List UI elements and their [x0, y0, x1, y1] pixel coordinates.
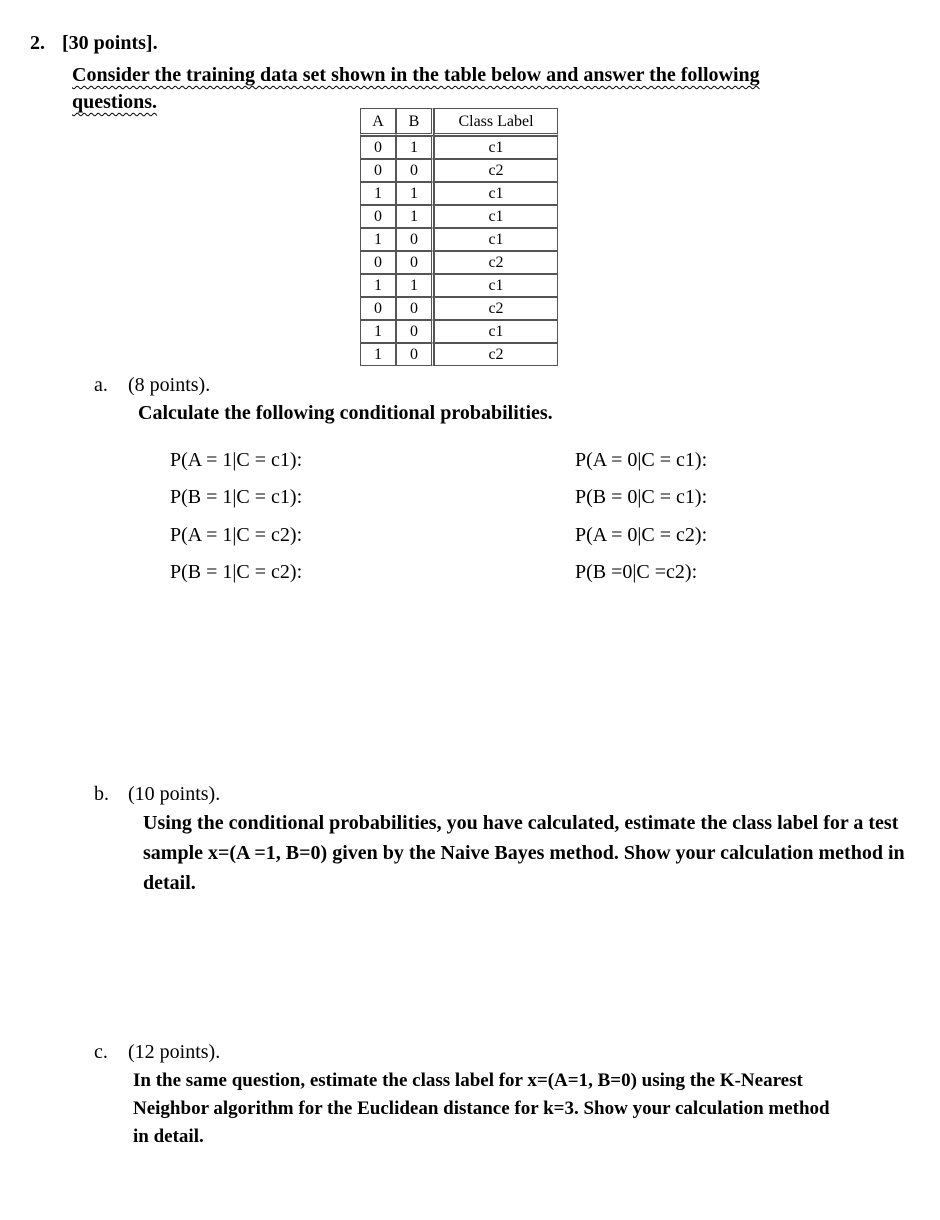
- prob-left-3: P(A = 1|C = c2):: [170, 524, 303, 546]
- cell-a: 1: [360, 320, 396, 343]
- table-row: [360, 274, 558, 297]
- cell-class: c1: [434, 228, 558, 251]
- table-row: [360, 136, 558, 159]
- part-b-instruction: Using the conditional probabilities, you have calculated, estimate the class label for a test sample x=(A =1, B=0) given by the Naive Bayes method. Show your calculation method in detail.: [143, 812, 905, 894]
- cell-a: 1: [360, 228, 396, 251]
- cell-class: c2: [434, 343, 558, 366]
- part-b-label: [94, 783, 220, 806]
- part-c-label: [94, 1041, 220, 1064]
- prob-left-2: P(B = 1|C = c1):: [170, 486, 303, 508]
- table-row: [360, 251, 558, 274]
- cell-class: c2: [434, 251, 558, 274]
- table-header-b: B: [396, 108, 434, 136]
- cell-a: 1: [360, 182, 396, 205]
- prob-right-3: P(A = 0|C = c2):: [575, 524, 708, 546]
- cell-b: 1: [396, 136, 434, 159]
- cell-class: c1: [434, 320, 558, 343]
- table-row: [360, 297, 558, 320]
- table-row: [360, 228, 558, 251]
- training-data-table: [360, 108, 558, 366]
- cell-b: 0: [396, 251, 434, 274]
- cell-a: 1: [360, 343, 396, 366]
- cell-a: 0: [360, 251, 396, 274]
- cell-b: 1: [396, 182, 434, 205]
- question-points: [30 points].: [62, 32, 158, 54]
- question-header: [30, 32, 158, 55]
- cell-class: c1: [434, 274, 558, 297]
- part-a-letter: a.: [94, 374, 108, 396]
- cell-a: 1: [360, 274, 396, 297]
- table-header-row: [360, 108, 558, 136]
- cell-class: c1: [434, 205, 558, 228]
- part-b-points: (10 points).: [128, 783, 221, 805]
- prob-left-4: P(B = 1|C = c2):: [170, 561, 303, 583]
- question-number: 2.: [30, 32, 45, 54]
- cell-b: 0: [396, 320, 434, 343]
- part-b-letter: b.: [94, 783, 109, 805]
- table-header-a: A: [360, 108, 396, 136]
- prob-right-4: P(B =0|C =c2):: [575, 561, 698, 583]
- table-row: [360, 182, 558, 205]
- prob-right-1: P(A = 0|C = c1):: [575, 449, 708, 471]
- cell-a: 0: [360, 205, 396, 228]
- part-a-points: (8 points).: [128, 374, 211, 396]
- cell-b: 1: [396, 274, 434, 297]
- cell-class: c1: [434, 136, 558, 159]
- part-c-points: (12 points).: [128, 1041, 221, 1063]
- table-row: [360, 205, 558, 228]
- cell-b: 0: [396, 343, 434, 366]
- part-a-instruction: Calculate the following conditional probabilities.: [138, 402, 553, 424]
- part-c-letter: c.: [94, 1041, 108, 1063]
- prob-left-1: P(A = 1|C = c1):: [170, 449, 303, 471]
- part-c-instruction: In the same question, estimate the class label for x=(A=1, B=0) using the K-Nearest Neighbor algorithm for the Euclidean distance for k=3. Show your calculation method in detail.: [133, 1070, 830, 1147]
- table-row: [360, 320, 558, 343]
- cell-a: 0: [360, 159, 396, 182]
- cell-b: 1: [396, 205, 434, 228]
- prob-right-2: P(B = 0|C = c1):: [575, 486, 708, 508]
- cell-class: c2: [434, 159, 558, 182]
- cell-class: c2: [434, 297, 558, 320]
- question-intro-text: Consider the training data set shown in the table below and answer the following questions.: [72, 64, 760, 113]
- cell-b: 0: [396, 228, 434, 251]
- cell-b: 0: [396, 159, 434, 182]
- cell-a: 0: [360, 297, 396, 320]
- part-a-label: [94, 374, 210, 397]
- table-row: [360, 343, 558, 366]
- cell-a: 0: [360, 136, 396, 159]
- table-header-class-label: Class Label: [434, 108, 558, 136]
- cell-class: c1: [434, 182, 558, 205]
- table-row: [360, 159, 558, 182]
- cell-b: 0: [396, 297, 434, 320]
